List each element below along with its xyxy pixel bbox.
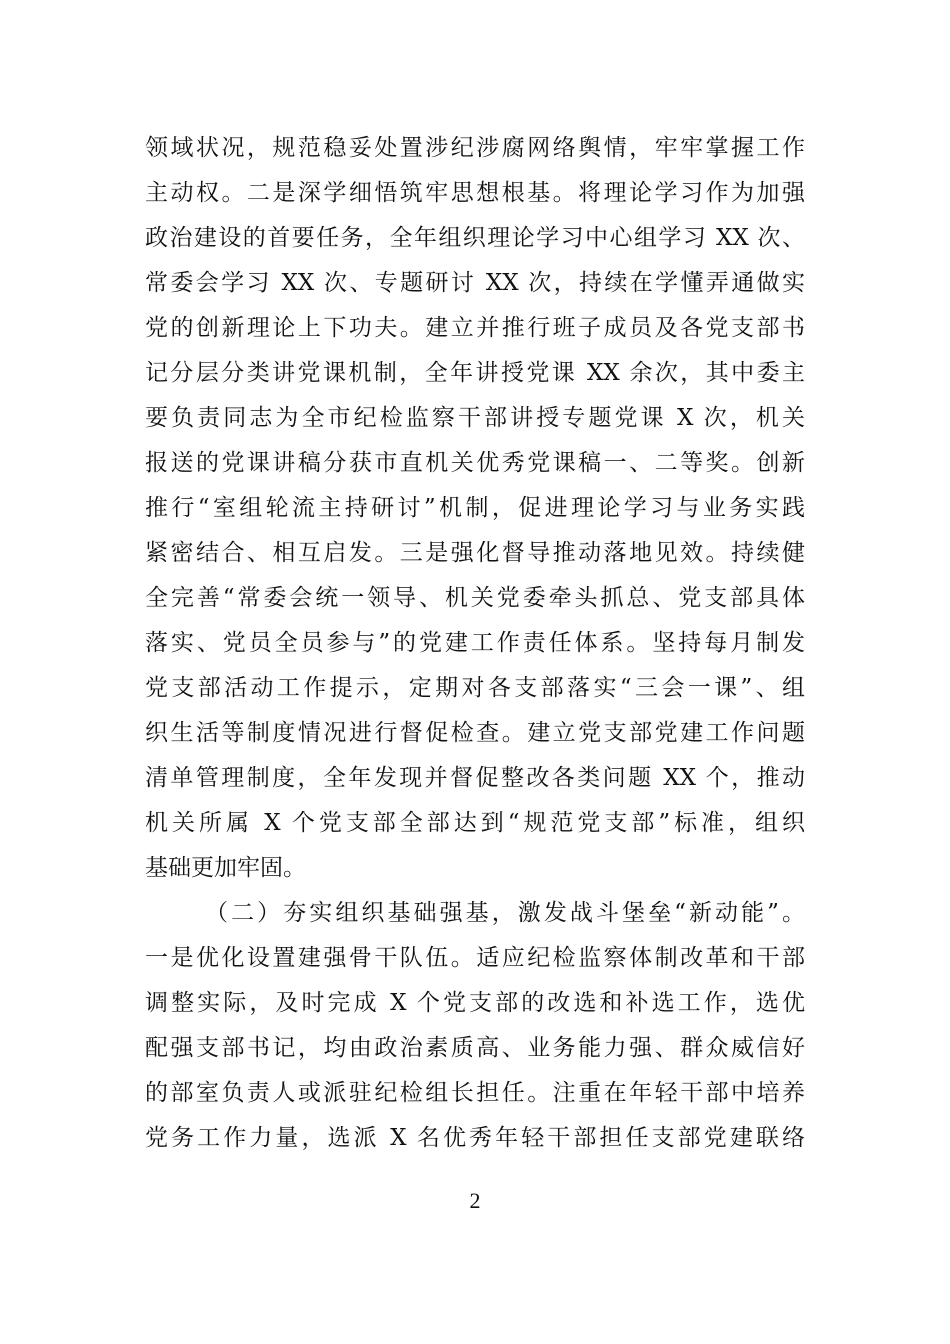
text-line: 要负责同志为全市纪检监察干部讲授专题党课 X 次，机关 <box>145 405 805 431</box>
text-line: 主动权。二是深学细悟筑牢思想根基。将理论学习作为加强 <box>145 180 805 206</box>
page-number: 2 <box>469 1188 481 1213</box>
text-line: 配强支部书记，均由政治素质高、业务能力强、群众威信好 <box>145 1035 805 1061</box>
text-line: 紧密结合、相互启发。三是强化督导推动落地见效。持续健 <box>145 540 805 566</box>
text-line: 一是优化设置建强骨干队伍。适应纪检监察体制改革和干部 <box>145 945 805 971</box>
text-line: 党支部活动工作提示，定期对各支部落实“三会一课”、组 <box>145 675 805 701</box>
text-line: 基础更加牢固。 <box>145 855 306 881</box>
text-line: 全完善“常委会统一领导、机关党委牵头抓总、党支部具体 <box>145 585 805 611</box>
text-line: 常委会学习 XX 次、专题研讨 XX 次，持续在学懂弄通做实 <box>145 270 805 296</box>
text-line: 领域状况，规范稳妥处置涉纪涉腐网络舆情，牢牢掌握工作 <box>145 135 805 161</box>
text-line: 报送的党课讲稿分获市直机关优秀党课稿一、二等奖。创新 <box>145 450 805 476</box>
text-line: 清单管理制度，全年发现并督促整改各类问题 XX 个，推动 <box>145 765 805 791</box>
text-line: 调整实际，及时完成 X 个党支部的改选和补选工作，选优 <box>145 990 805 1016</box>
text-line: 机关所属 X 个党支部全部达到“规范党支部”标准，组织 <box>145 810 805 836</box>
section-heading: （二）夯实组织基础强基，激发战斗堡垒“新动能”。 <box>205 900 805 926</box>
text-line: 记分层分类讲党课机制，全年讲授党课 XX 余次，其中委主 <box>145 360 805 386</box>
text-line: 落实、党员全员参与”的党建工作责任体系。坚持每月制发 <box>145 630 805 656</box>
text-line: 政治建设的首要任务，全年组织理论学习中心组学习 XX 次、 <box>145 225 805 251</box>
text-line: 织生活等制度情况进行督促检查。建立党支部党建工作问题 <box>145 720 805 746</box>
text-line: 的部室负责人或派驻纪检组长担任。注重在年轻干部中培养 <box>145 1080 805 1106</box>
text-line: 党的创新理论上下功夫。建立并推行班子成员及各党支部书 <box>145 315 805 341</box>
text-line: 党务工作力量，选派 X 名优秀年轻干部担任支部党建联络 <box>145 1125 805 1151</box>
text-line: 推行“室组轮流主持研讨”机制，促进理论学习与业务实践 <box>145 495 805 521</box>
